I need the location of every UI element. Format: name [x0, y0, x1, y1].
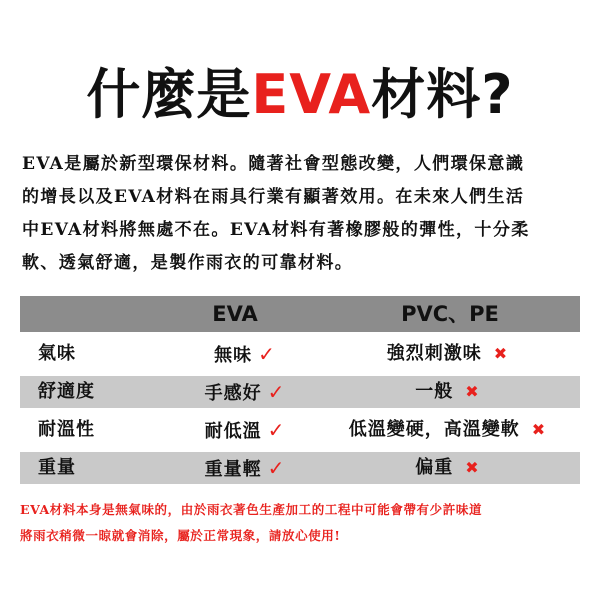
cross-icon: ✖: [531, 420, 547, 439]
header-eva: EVA: [212, 302, 258, 326]
eva-value: 無味: [214, 345, 253, 366]
check-icon: ✓: [267, 456, 286, 480]
pvc-value: 一般: [415, 381, 454, 402]
cross-icon: ✖: [465, 458, 480, 477]
pvc-value: 偏重: [415, 457, 454, 478]
check-icon: ✓: [267, 380, 286, 404]
footnote: [20, 497, 585, 549]
feature-cell: 氣味: [38, 343, 76, 364]
intro-line: 軟、透氣舒適，是製作雨衣的可靠材料。: [22, 253, 354, 273]
eva-cell: [160, 452, 330, 484]
intro-line: EVA是屬於新型環保材料。隨著社會型態改變，人們環保意識: [22, 154, 525, 174]
pvc-value: 強烈刺激味: [386, 343, 482, 364]
pvc-cell: [320, 414, 575, 446]
eva-value: 耐低溫: [204, 421, 262, 442]
cross-icon: ✖: [465, 382, 480, 401]
check-icon: ✓: [258, 342, 276, 366]
header-pvc-pe: PVC、PE: [401, 302, 499, 326]
title-part-1: 什麼是: [86, 63, 252, 126]
feature-cell: 重量: [38, 457, 76, 478]
check-icon: ✓: [267, 418, 286, 442]
eva-value: 重量輕: [204, 459, 262, 480]
feature-cell: 舒適度: [38, 381, 95, 402]
intro-line: 的增長以及EVA材料在雨具行業有顯著效用。在未來人們生活: [22, 187, 525, 207]
eva-cell: [160, 376, 330, 408]
pvc-cell: [320, 376, 575, 408]
footnote-line: 將雨衣稍微一晾就會消除，屬於正常現象，請放心使用!: [20, 528, 341, 543]
intro-paragraph: [22, 148, 582, 280]
table-header: [20, 296, 580, 332]
pvc-cell: [320, 452, 575, 484]
title-part-3: 材料?: [371, 63, 514, 126]
table-row: [20, 376, 580, 408]
footnote-line: EVA材料本身是無氣味的，由於雨衣著色生產加工的工程中可能會帶有少許味道: [20, 502, 483, 517]
eva-value: 手感好: [204, 383, 262, 404]
pvc-cell: [320, 338, 575, 370]
table-row: [20, 338, 580, 370]
eva-cell: [160, 338, 330, 370]
table-row: [20, 414, 580, 446]
table-row: [20, 452, 580, 484]
comparison-table: [20, 296, 580, 484]
page-title: [0, 62, 600, 128]
eva-cell: [160, 414, 330, 446]
title-part-2: EVA: [251, 63, 372, 126]
pvc-value: 低溫變硬，高溫變軟: [348, 419, 520, 440]
intro-line: 中EVA材料將無處不在。EVA材料有著橡膠般的彈性，十分柔: [22, 220, 530, 240]
feature-cell: 耐溫性: [38, 419, 95, 440]
cross-icon: ✖: [493, 344, 509, 363]
